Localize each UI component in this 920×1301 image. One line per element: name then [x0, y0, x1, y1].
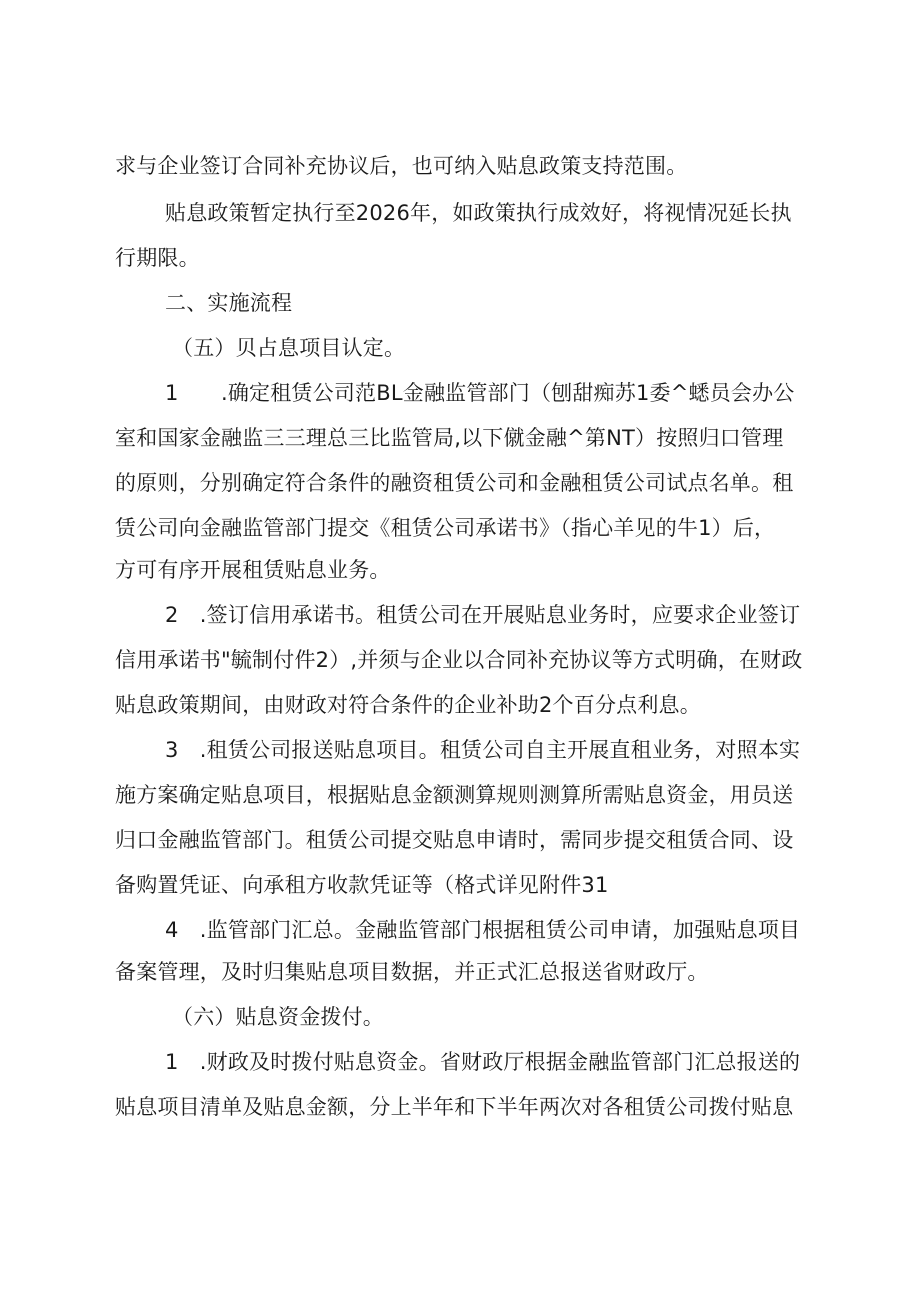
item-2-line-3: 贴息政策期间，由财政对符合条件的企业补助2个百分点利息。	[115, 693, 701, 717]
body-line-continuation: 求与企业签订合同补充协议后，也可纳入贴息政策支持范围。	[115, 154, 688, 178]
item-1-line-2: 室和国家金融监三三理总三比监管局,以下僦金融^第NT）按照归口管理	[115, 426, 784, 450]
item-3-line-2: 施方案确定贴息项目，根据贴息金额测算规则测算所需贴息资金，用员送	[115, 783, 794, 807]
item-3-line-3: 归口金融监管部门。租赁公司提交贴息申请时，需同步提交租赁合同、设	[115, 828, 794, 852]
item-3-line-4: 备购置凭证、向承租方收款凭证等（格式详见附件31	[115, 873, 609, 897]
item-4-line-2: 备案管理，及时归集贴息项目数据，并正式汇总报送省财政厅。	[115, 960, 709, 984]
item-1-line-4: 赁公司向金融监管部门提交《租赁公司承诺书》（指心羊见的牛1）后，	[115, 516, 776, 540]
body-line-policy-period: 贴息政策暂定执行至2026年，如政策执行成效好，将视情况延长执	[165, 201, 792, 225]
item-3-line-1: 3 .租赁公司报送贴息项目。租赁公司自主开展直租业务，对照本实	[165, 738, 801, 762]
item-2-line-1: 2 .签订信用承诺书。租赁公司在开展贴息业务时，应要求企业签订	[165, 603, 801, 627]
item-1-line-3: 的原则，分别确定符合条件的融资租赁公司和金融租赁公司试点名单。租	[115, 471, 794, 495]
item-1-line-1: 1 .确定租赁公司范BL金融监管部门（刨甜痴苏1委^蟋员会办公	[165, 381, 795, 405]
item-4-line-1: 4 .监管部门汇总。金融监管部门根据租赁公司申请，加强贴息项目	[165, 918, 801, 942]
subheading-project-recognition: （五）贝占息项目认定。	[172, 336, 406, 360]
item-2-line-2: 信用承诺书"毓制付件2）,并须与企业以合同补充协议等方式明确，在财政	[115, 648, 803, 672]
body-line-policy-period-end: 行期限。	[115, 246, 200, 270]
item-1-line-5: 方可有序开展租赁贴息业务。	[115, 558, 391, 582]
item-fund-1-line-2: 贴息项目清单及贴息金额，分上半年和下半年两次对各租赁公司拨付贴息	[115, 1095, 794, 1119]
item-fund-1-line-1: 1 .财政及时拨付贴息资金。省财政厅根据金融监管部门汇总报送的	[165, 1050, 801, 1074]
section-heading-implementation: 二、实施流程	[165, 291, 293, 315]
subheading-fund-disbursement: （六）贴息资金拨付。	[172, 1005, 384, 1029]
